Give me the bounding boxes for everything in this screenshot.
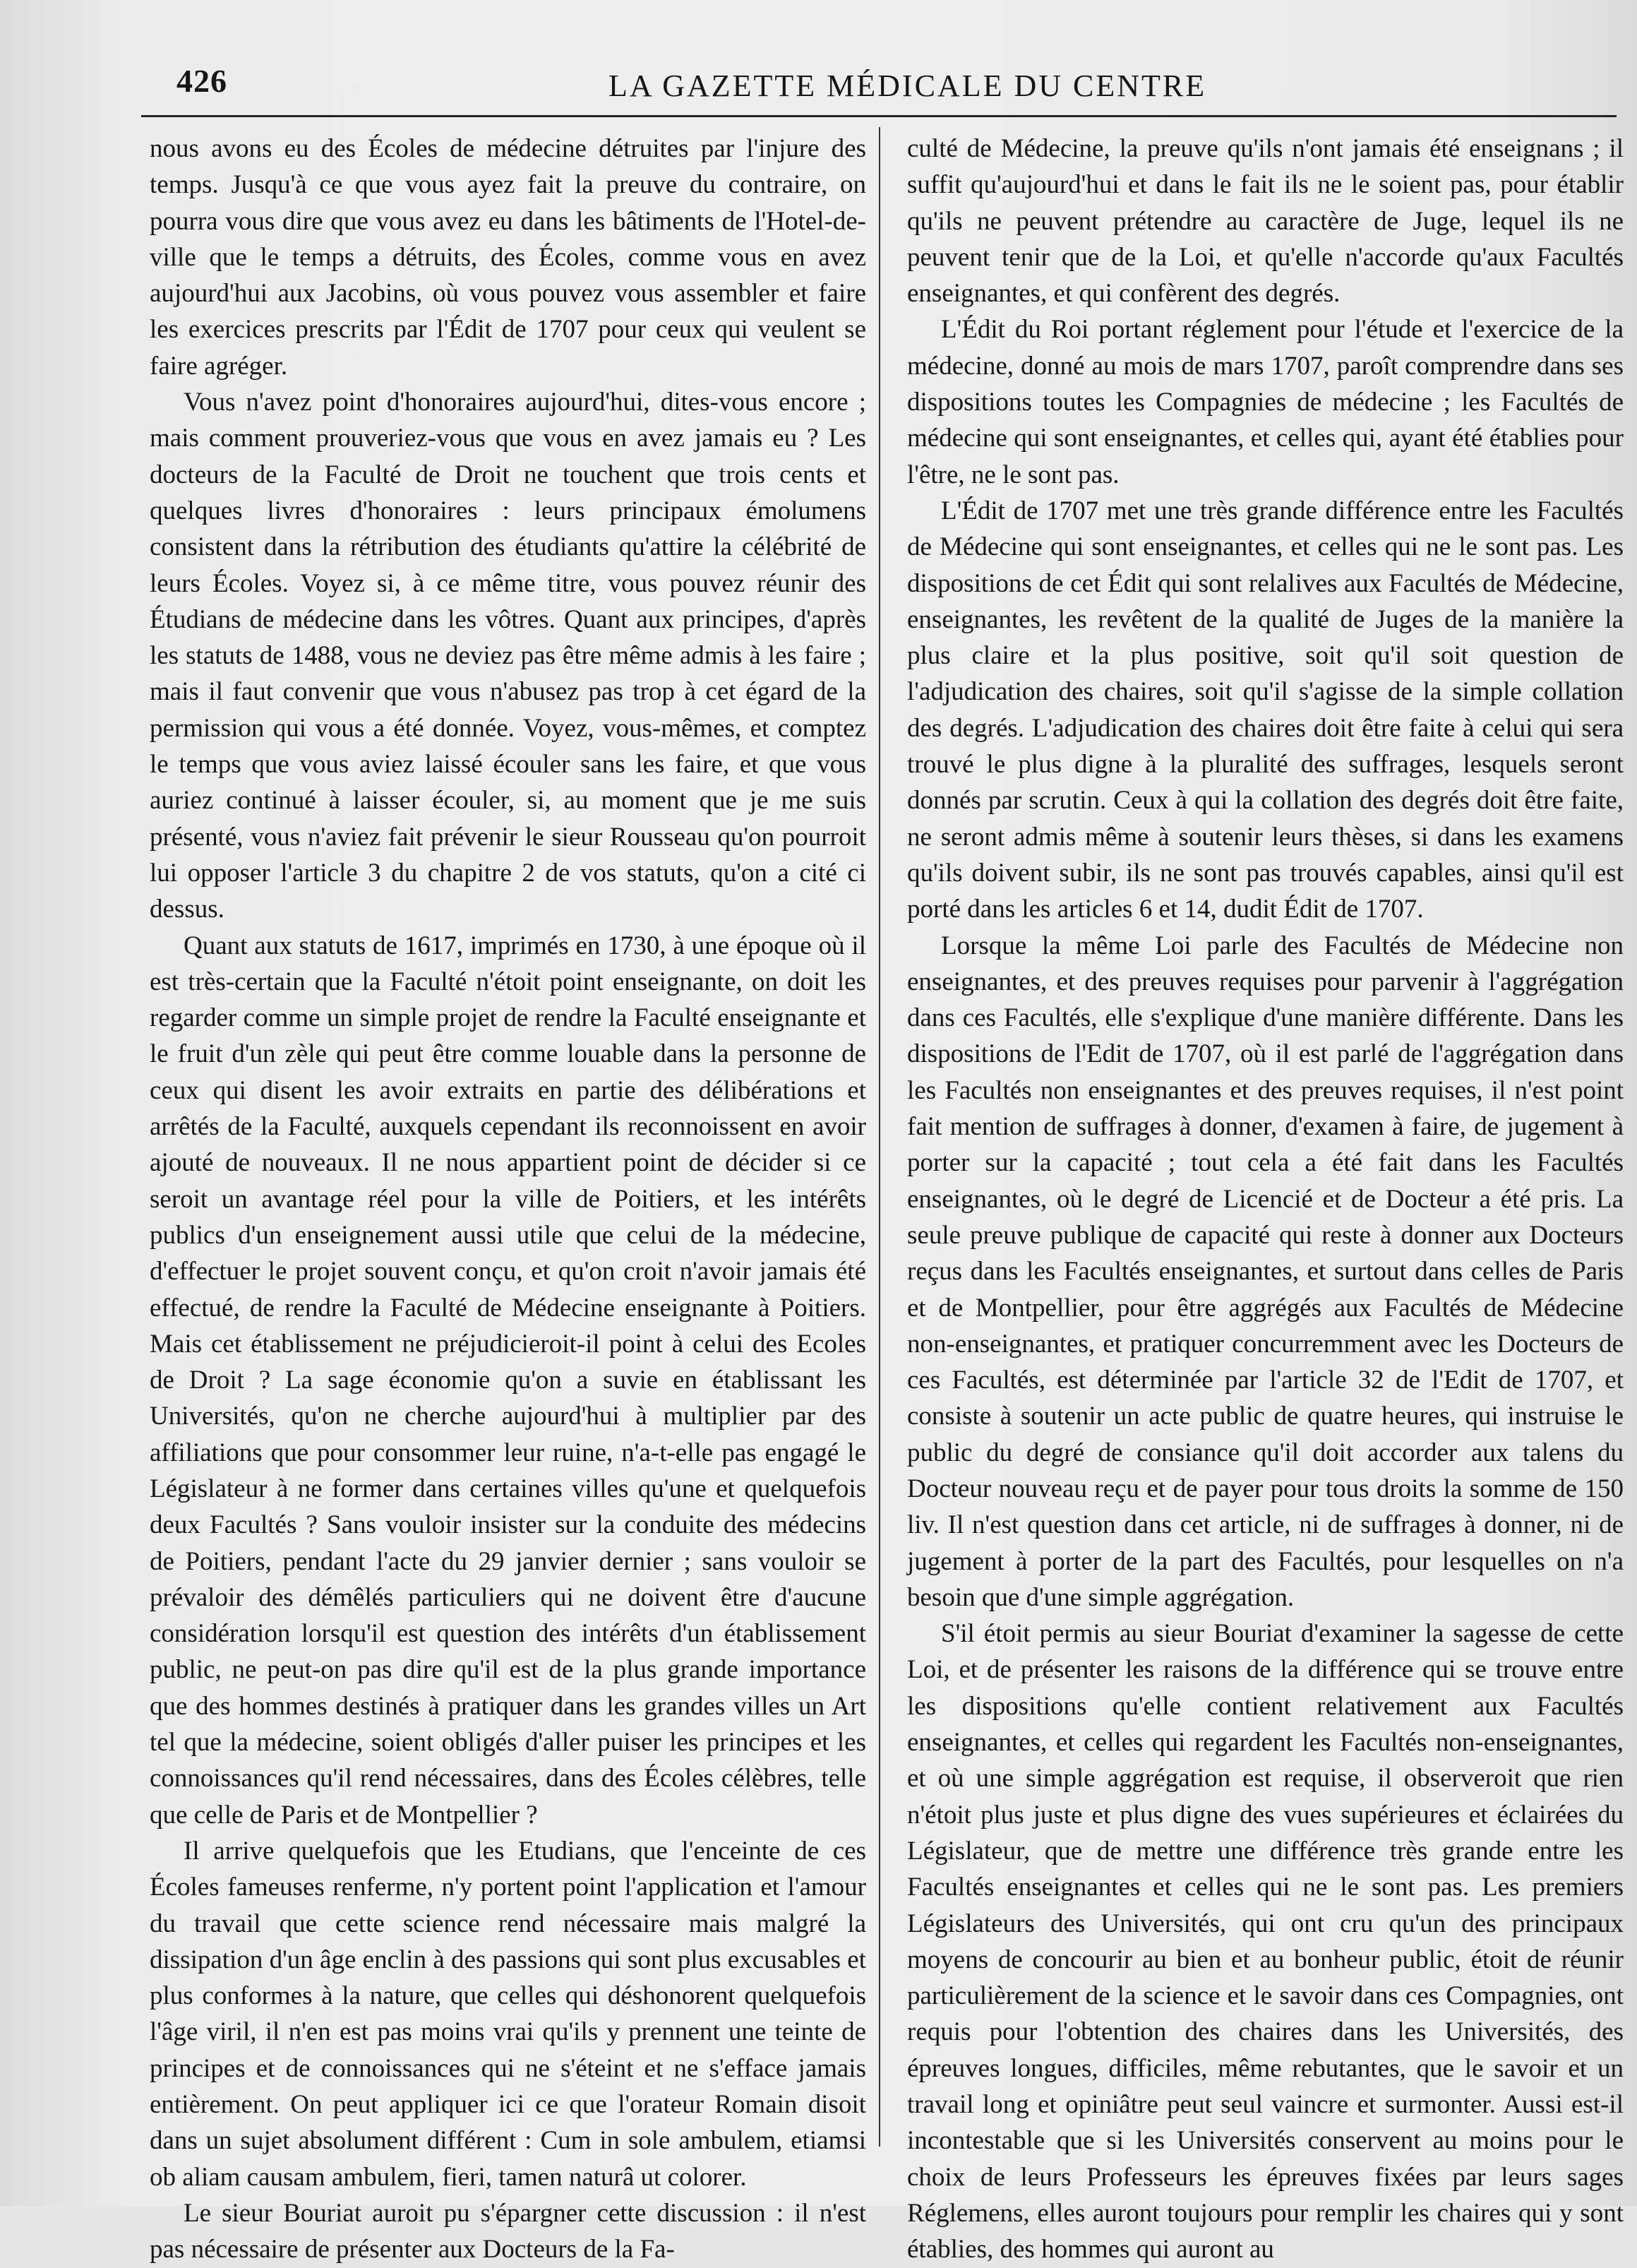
paragraph: Vous n'avez point d'honoraires aujourd'hui, dites-vous encore ; mais comment prouveriez-vous que vous en avez jamais eu ? Les docteurs de la Faculté de Droit ne touchent que trois cents et quelques livres d'honoraires : leurs principaux émolumens consistent dans la rétribution des étudiants qu'attire la célébrité de leurs Écoles. Voyez si, à ce même titre, vous pouvez réunir des Étudians de médecine dans les vôtres. Quant aux principes, d'après les statuts de 1488, vous ne deviez pas être même admis à les faire ; mais il faut convenir que vous n'abusez pas trop à cet égard de la permission qui vous a été donnée. Voyez, vous-mêmes, et comptez le temps que vous aviez laissé écouler sans les faire, et que vous auriez continué à laisser écouler, si, au moment que je me suis présenté, vous n'aviez fait prévenir le sieur Rousseau qu'on pourroit lui opposer l'article 3 du chapitre 2 de vos statuts, qu'on a cité ci dessus. xyxy=(150,388,866,924)
paragraph: L'Édit du Roi portant réglement pour l'étude et l'exercice de la médecine, donné au mois de mars 1707, paroît comprendre dans ses dispositions toutes les Compagnies de médecine ; les Facultés de médecine qui sont enseignantes, et celles qui, ayant été établies pour l'être, ne le sont pas. xyxy=(907,315,1624,489)
page-number: 426 xyxy=(176,63,227,99)
column-divider xyxy=(879,127,880,2147)
paragraph: Il arrive quelquefois que les Etudians, que l'enceinte de ces Écoles fameuses renferme, n'y portent point l'application et l'amour du travail que cette science rend nécessaire mais malgré la dissipation d'un âge enclin à des passions qui sont plus excusables et plus conformes à la nature, que celles qui déshonorent quelquefois l'âge viril, il n'en est pas moins vrai qu'ils y prennent une teinte de principes et de connoissances qui ne s'éteint et ne s'efface jamais entièrement. On peut appliquer ici ce que l'orateur Romain disoit dans un sujet absolument différent : Cum in sole ambulem, etiamsi ob aliam causam ambulem, fieri, tamen naturâ ut colorer. xyxy=(150,1836,866,2192)
left-column xyxy=(150,131,866,2268)
page-header xyxy=(176,62,1617,112)
paragraph: nous avons eu des Écoles de médecine détruites par l'injure des temps. Jusqu'à ce que vous ayez fait la preuve du contraire, on pourra vous dire que vous avez eu dans les bâtiments de l'Hotel-de-ville que le temps a détruits, des Écoles, comme vous en avez aujourd'hui aux Jacobins, où vous pouvez vous assembler et faire les exercices prescrits par l'Édit de 1707 pour ceux qui veulent se faire agréger. xyxy=(150,134,866,381)
running-title: LA GAZETTE MÉDICALE DU CENTRE xyxy=(608,68,1207,103)
paragraph: Le sieur Bouriat auroit pu s'épargner cette discussion : il n'est pas nécessaire de présenter aux Docteurs de la Fa- xyxy=(150,2198,866,2264)
paragraph: S'il étoit permis au sieur Bouriat d'examiner la sagesse de cette Loi, et de présenter les raisons de la différence qui se trouve entre les dispositions qu'elle contient relativement aux Facultés enseignantes, et celles qui regardent les Facultés non-enseignantes, et où une simple aggrégation est requise, il observeroit que rien n'étoit plus juste et plus digne des vues supérieures et éclairées du Législateur, que de mettre une différence très grande entre les Facultés enseignantes et celles qui ne le sont pas. Les premiers Législateurs des Universités, qui ont cru qu'un des principaux moyens de concourir au bien et au bonheur public, étoit de réunir particulièrement de la science et le savoir dans ces Compagnies, ont requis pour l'obtention des chaires dans les Universités, des épreuves longues, difficiles, même rebutantes, que le savoir et un travail long et opiniâtre peut seul vaincre et surmonter. Aussi est-il incontestable que si les Universités conservent au moins pour le choix de leurs Professeurs les épreuves fixées par leurs sages Réglemens, elles auront toujours pour remplir les chaires qui y sont établies, des hommes qui auront au xyxy=(907,1619,1624,2264)
paragraph: Quant aux statuts de 1617, imprimés en 1730, à une époque où il est très-certain que la Faculté n'étoit point enseignante, on doit les regarder comme un simple projet de rendre la Faculté enseignante et le fruit d'un zèle qui peut être comme louable dans la personne de ceux qui disent les avoir extraits en partie des délibérations et arrêtés de la Faculté, auxquels cependant ils reconnoissent en avoir ajouté de nouveaux. Il ne nous appartient point de décider si ce seroit un avantage réel pour la ville de Poitiers, et les intérêts publics d'un enseignement aussi utile que celui de la médecine, d'effectuer le projet souvent conçu, et qu'on croit n'avoir jamais été effectué, de rendre la Faculté de Médecine enseignante à Poitiers. Mais cet établissement ne préjudicieroit-il point à celui des Ecoles de Droit ? La sage économie qu'on a suvie en établissant les Universités, qu'on ne cherche aujourd'hui à multiplier par des affiliations que pour consommer leur ruine, n'a-t-elle pas engagé le Législateur à ne former dans certaines villes qu'une et quelquefois deux Facultés ? Sans vouloir insister sur la conduite des médecins de Poitiers, pendant l'acte du 29 janvier dernier ; sans vouloir se prévaloir des démêlés particuliers qui ne doivent être d'aucune considération lorsqu'il est question des intérêts d'un établissement public, ne peut-on pas dire qu'il est de la plus grande importance que des hommes destinés à pratiquer dans les grandes villes un Art tel que la médecine, soient obligés d'aller puiser les principes et les connoissances qu'il rend nécessaires, dans des Écoles célèbres, telle que celle de Paris et de Montpellier ? xyxy=(150,931,866,1830)
paragraph: culté de Médecine, la preuve qu'ils n'ont jamais été enseignans ; il suffit qu'aujourd'hui et dans le fait ils ne le soient pas, pour établir qu'ils ne peuvent prétendre au caractère de Juge, lequel ils ne peuvent tenir que de la Loi, et qu'elle n'accorde qu'aux Facultés enseignantes, et qui confèrent des degrés. xyxy=(907,134,1624,309)
header-rule xyxy=(141,115,1617,117)
right-column xyxy=(907,131,1624,2268)
paragraph: L'Édit de 1707 met une très grande différence entre les Facultés de Médecine qui sont enseignantes, et celles qui ne le sont pas. Les dispositions de cet Édit qui sont relalives aux Facultés de Médecine, enseignantes, les revêtent de la qualité de Juges de la manière la plus claire et la plus positive, soit qu'il soit question de l'adjudication des chaires, soit qu'il s'agisse de la simple collation des degrés. L'adjudication des chaires doit être faite à celui qui sera trouvé le plus digne à la pluralité des suffrages, lesquels seront donnés par scrutin. Ceux à qui la collation des degrés doit être faite, ne seront admis même à soutenir leurs thèses, si dans les examens qu'ils doivent subir, ils ne sont pas trouvés capables, ainsi qu'il est porté dans les articles 6 et 14, dudit Édit de 1707. xyxy=(907,496,1624,924)
paragraph: Lorsque la même Loi parle des Facultés de Médecine non enseignantes, et des preuves requises pour parvenir à l'aggrégation dans ces Facultés, elle s'explique d'une manière différente. Dans les dispositions de l'Edit de 1707, où il est parlé de l'aggrégation dans les Facultés non enseignantes et des preuves requises, il n'est point fait mention de suffrages à donner, d'examen à faire, de jugement à porter sur la capacité ; tout cela a été fait dans les Facultés enseignantes, où le degré de Licencié et de Docteur a été pris. La seule preuve publique de capacité qui reste à donner aux Docteurs reçus dans les Facultés enseignantes, et surtout dans celles de Paris et de Montpellier, pour être aggrégés aux Facultés de Médecine non-enseignantes, et pratiquer concurremment avec les Docteurs de ces Facultés, est déterminée par l'article 32 de l'Edit de 1707, et consiste à soutenir un acte public de quatre heures, qui instruise le public du degré de consiance qu'il doit accorder aux talens du Docteur nouveau reçu et de payer pour tous droits la somme de 150 liv. Il n'est question dans cet article, ni de suffrages à donner, ni de jugement à porter de la part des Facultés, pour lesquelles on n'a besoin que d'une simple aggrégation. xyxy=(907,931,1624,1612)
